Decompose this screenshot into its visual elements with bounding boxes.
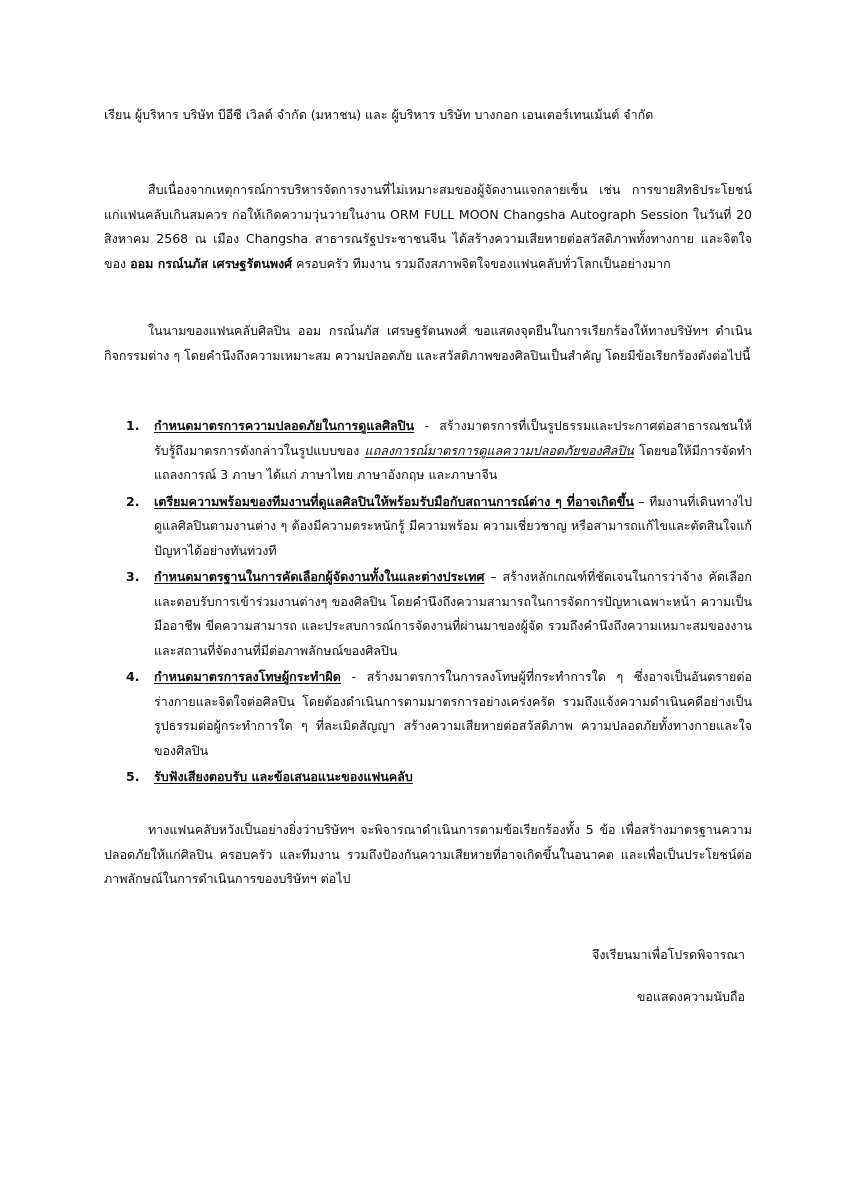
item-number: 5. — [126, 769, 140, 784]
item-text: สร้างหลักเกณฑ์ที่ชัดเจนในการว่าจ้าง คัดเลือก และตอบรับการเข้าร่วมงานต่างๆ ของศิลปิน โดยคำนึงถึงความสามารถในการจัดการปัญหาเฉพาะหน้า ความเป็นมืออาชีพ ขีดความสามารถ และประสบการณ์การจัดงานที่ผ่านมาของผู้จัด รวมถึงคำนึงถึงความเหมาะสมของงาน และสถานที่จัดงานที่มีต่อภาพลักษณ์ของศิลปิน — [154, 569, 752, 658]
closing-text: ทางแฟนคลับหวังเป็นอย่างยิ่งว่าบริษัทฯ จะพิจารณาดำเนินการตามข้อเรียกร้องทั้ง 5 ข้อ เพื่อสร้างมาตรฐานความปลอดภัยให้แก่ศิลปิน ครอบครัว และทีมงาน รวมถึงป้องกันความเสียหายที่อาจเกิดขึ้นในอนาคต และเพื่อเป็นประโยชน์ต่อภาพลักษณ์ในการดำเนินการของบริษัทฯ ต่อไป — [104, 822, 752, 886]
item-separator: - — [414, 418, 440, 433]
list-item — [126, 490, 752, 564]
item-number: 4. — [126, 669, 140, 684]
demands-list — [126, 414, 752, 792]
item-text: สร้างมาตรการในการลงโทษผู้ที่กระทำการใด ๆ ซึ่งอาจเป็นอันตรายต่อร่างกายและจิตใจต่อศิลปิน โดยต้องดำเนินการตามมาตรการอย่างเคร่งครัด รวมถึงแจ้งความดำเนินคดีอย่างเป็นรูปธรรมต่อผู้กระทำการใด ๆ ที่ละเมิดสัญญา สร้างความเสียหายต่อสวัสดิภาพ ความปลอดภัยทั้งทางกายและใจของศิลปิน — [154, 669, 752, 758]
item-number: 1. — [126, 418, 140, 433]
intro-text-part1: สืบเนื่องจากเหตุการณ์การบริหารจัดการงานที่ไม่เหมาะสมของผู้จัดงานแจกลายเซ็น เช่น การขายสิทธิประโยชน์แก่แฟนคลับเกินสมควร ก่อให้เกิดความวุ่นวายในงาน ORM FULL MOON Changsha Autograph Session ในวันที่ 20 สิงหาคม 2568 ณ เมือง Changsha สาธารณรัฐประชาชนจีน ได้สร้างความเสียหายต่อสวัสดิภาพทั้งทางกาย และจิตใจของ — [104, 182, 752, 271]
item-title: เตรียมความพร้อมของทีมงานที่ดูแลศิลปินให้พร้อมรับมือกับสถานการณ์ต่าง ๆ ที่อาจเกิดขึ้น — [154, 493, 634, 509]
list-item — [126, 414, 752, 488]
list-item — [126, 565, 752, 663]
stance-text: ในนามของแฟนคลับศิลปิน ออม กรณ์นภัส เศรษฐรัตนพงศ์ ขอแสดงจุดยืนในการเรียกร้องให้ทางบริษัทฯ ดำเนินกิจกรรมต่าง ๆ โดยคำนึงถึงความเหมาะสม ความปลอดภัย และสวัสดิภาพของศิลปินเป็นสำคัญ โดยมีข้อเรียกร้องดังต่อไปนี้ — [104, 323, 752, 363]
list-item — [126, 765, 752, 790]
item-title: กำหนดมาตรการลงโทษผู้กระทำผิด — [154, 669, 341, 684]
item-title: กำหนดมาตรฐานในการคัดเลือกผู้จัดงานทั้งในและต่างประเทศ — [154, 569, 485, 584]
intro-text-part2: ครอบครัว ทีมงาน รวมถึงสภาพจิตใจของแฟนคลับทั่วโลกเป็นอย่างมาก — [292, 255, 671, 271]
item-number: 3. — [126, 569, 140, 584]
item-separator: – — [633, 493, 650, 509]
item-number: 2. — [126, 493, 140, 509]
item-italic-text: แถลงการณ์มาตรการดูแลความปลอดภัยของศิลปิน — [364, 442, 634, 458]
list-item — [126, 665, 752, 763]
item-separator: - — [340, 669, 367, 684]
closing-paragraph — [104, 818, 752, 892]
item-text: ทีมงานที่เดินทางไปดูแลศิลปินตามงานต่าง ๆ ต้องมีความตระหนักรู้ มีความพร้อม ความเชี่ยวชาญ หรือสามารถแก้ไขและตัดสินใจแก้ปัญหาได้อย่างทันท่วงที — [154, 493, 752, 558]
item-title: รับฟังเสียงตอบรับ และข้อเสนอแนะของแฟนคลับ — [154, 769, 413, 784]
item-text-after: โดยขอให้มีการจัดทำแถลงการณ์ 3 ภาษา ได้แก่ ภาษาไทย ภาษาอังกฤษ และภาษาจีน — [154, 442, 752, 482]
item-title: กำหนดมาตรการความปลอดภัยในการดูแลศิลปิน — [154, 418, 415, 433]
item-text: สร้างมาตรการที่เป็นรูปธรรมและประกาศต่อสาธารณชนให้รับรู้ถึงมาตรการดังกล่าวในรูปแบบของ — [154, 418, 752, 458]
salutation: เรียน ผู้บริหาร บริษัท บีอีซี เวิลด์ จำกัด (มหาชน) และ ผู้บริหาร บริษัท บางกอก เอนเตอร์เทนเม้นต์ จำกัด — [104, 107, 654, 122]
intro-paragraph — [104, 178, 752, 276]
signoff-regards: ขอแสดงความนับถือ — [636, 989, 745, 1004]
item-separator: – — [484, 569, 503, 584]
signoff-request: จึงเรียนมาเพื่อโปรดพิจารณา — [592, 947, 745, 962]
artist-name: ออม กรณ์นภัส เศรษฐรัตนพงศ์ — [130, 255, 293, 271]
stance-paragraph — [104, 319, 752, 368]
